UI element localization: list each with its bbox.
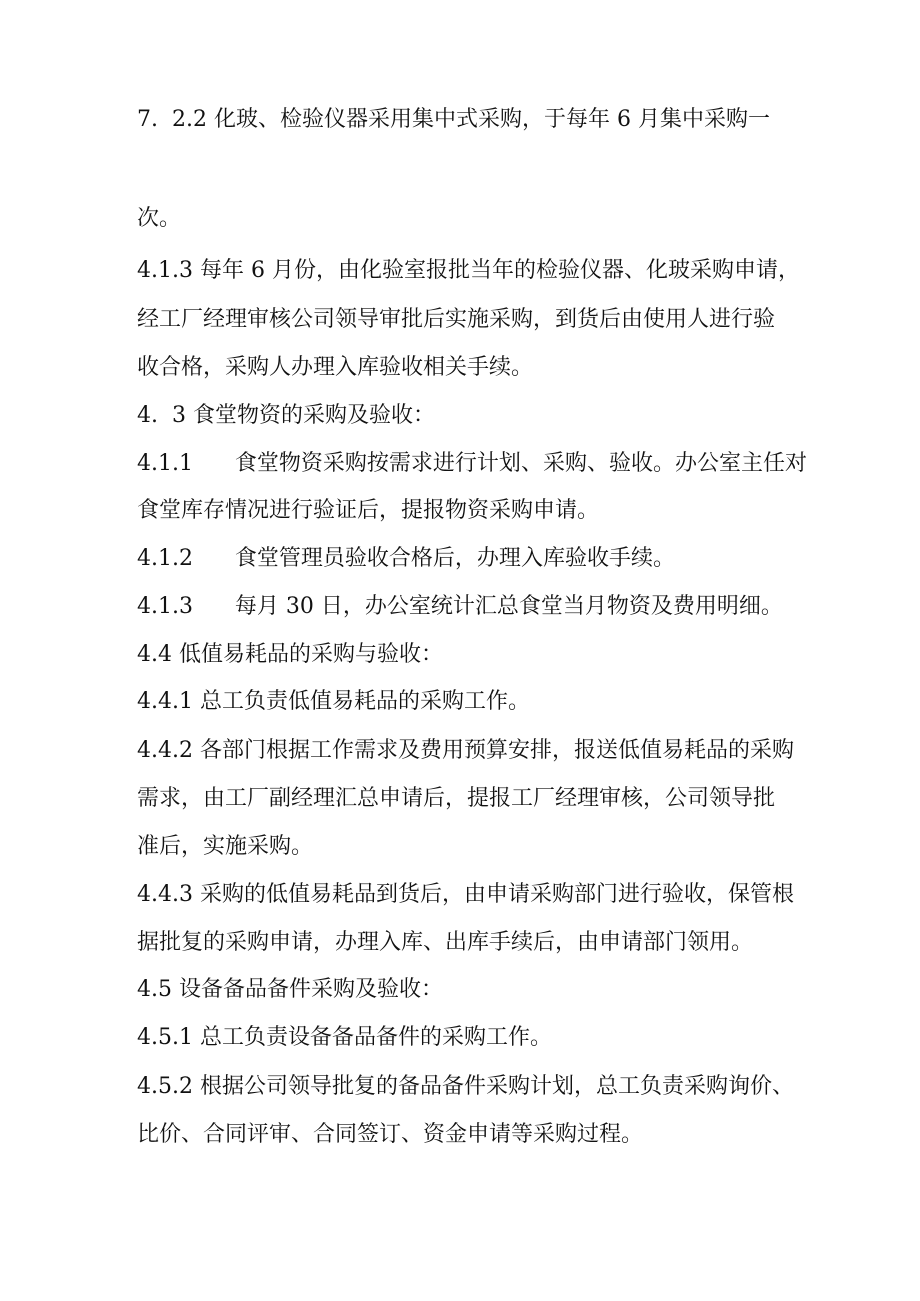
text-line: 4.1.1 食堂物资采购按需求进行计划、采购、验收。办公室主任对 [137, 451, 807, 476]
section-heading: 4. 3 食堂物资的采购及验收： [137, 403, 435, 428]
text-line: 需求，由工厂副经理汇总申请后，提报工厂经理审核，公司领导批 [137, 786, 776, 811]
text-line: 4.1.2 食堂管理员验收合格后，办理入库验收手续。 [137, 546, 675, 571]
section-heading: 4.4 低值易耗品的采购与验收： [137, 642, 443, 667]
text-line: 4.1.3 每月 30 日，办公室统计汇总食堂当月物资及费用明细。 [137, 594, 783, 619]
section-heading: 4.5 设备备品备件采购及验收： [137, 977, 443, 1002]
text-line: 4.4.2 各部门根据工作需求及费用预算安排，报送低值易耗品的采购 [137, 738, 794, 763]
text-line: 4.5.1 总工负责设备备品备件的采购工作。 [137, 1025, 552, 1050]
text-line: 比价、合同评审、合同签订、资金申请等采购过程。 [137, 1122, 644, 1147]
text-line: 4.1.3 每年 6 月份，由化验室报批当年的检验仪器、化玻采购申请， [137, 258, 800, 283]
text-line: 4.5.2 根据公司领导批复的备品备件采购计划，总工负责采购询价、 [137, 1074, 794, 1099]
text-line: 4.4.3 采购的低值易耗品到货后，由申请采购部门进行验收，保管根 [137, 882, 794, 907]
text-line: 经工厂经理审核公司领导审批后实施采购，到货后由使用人进行验 [137, 307, 776, 332]
text-line: 4.4.1 总工负责低值易耗品的采购工作。 [137, 689, 530, 714]
text-line: 7. 2.2 化玻、检验仪器采用集中式采购，于每年 6 月集中采购一 [137, 107, 770, 132]
text-line: 收合格，采购人办理入库验收相关手续。 [137, 355, 534, 380]
text-line: 次。 [137, 206, 182, 231]
text-line: 据批复的采购申请，办理入库、出库手续后，由申请部门领用。 [137, 930, 754, 955]
text-line: 食堂库存情况进行验证后，提报物资采购申请。 [137, 498, 600, 523]
text-line: 准后，实施采购。 [137, 834, 314, 859]
